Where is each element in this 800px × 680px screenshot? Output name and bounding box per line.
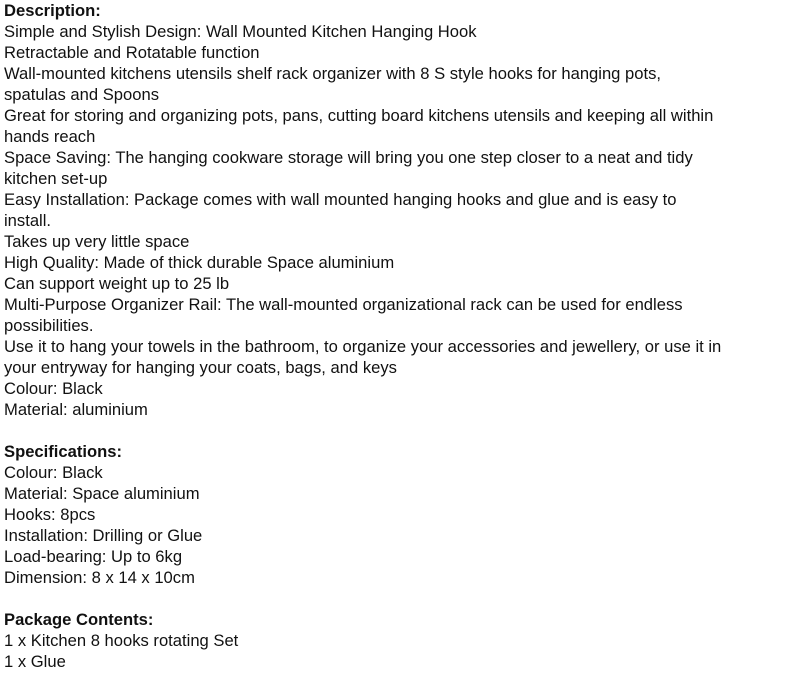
specification-line: Material: Space aluminium (4, 484, 200, 503)
description-line: Easy Installation: Package comes with wall mounted hanging hooks and glue and is easy to (4, 190, 677, 209)
description-line: Can support weight up to 25 lb (4, 274, 230, 293)
description-section (4, 0, 800, 420)
description-line: possibilities. (4, 316, 94, 335)
package-contents-line: 1 x Kitchen 8 hooks rotating Set (4, 631, 239, 650)
description-line: Colour: Black (4, 379, 103, 398)
description-line: spatulas and Spoons (4, 85, 159, 104)
description-line: kitchen set-up (4, 169, 108, 188)
description-line: Use it to hang your towels in the bathroom, to organize your accessories and jewellery, or use it in (4, 337, 722, 356)
description-line: Great for storing and organizing pots, pans, cutting board kitchens utensils and keeping all within (4, 106, 714, 125)
description-line: Simple and Stylish Design: Wall Mounted Kitchen Hanging Hook (4, 22, 477, 41)
description-line: High Quality: Made of thick durable Space aluminium (4, 253, 395, 272)
package-contents-line: 1 x Glue (4, 652, 66, 671)
package-contents-heading: Package Contents: (4, 610, 154, 629)
description-line: hands reach (4, 127, 96, 146)
description-line: Retractable and Rotatable function (4, 43, 260, 62)
specification-line: Load-bearing: Up to 6kg (4, 547, 183, 566)
specifications-heading: Specifications: (4, 442, 123, 461)
section-spacer (4, 588, 800, 609)
specifications-section (4, 441, 800, 588)
specification-line: Installation: Drilling or Glue (4, 526, 203, 545)
description-line: Space Saving: The hanging cookware storage will bring you one step closer to a neat and tidy (4, 148, 693, 167)
specification-line: Dimension: 8 x 14 x 10cm (4, 568, 195, 587)
description-line: install. (4, 211, 52, 230)
description-line: Material: aluminium (4, 400, 148, 419)
description-heading: Description: (4, 1, 101, 20)
description-line: Wall-mounted kitchens utensils shelf rack organizer with 8 S style hooks for hanging pots, (4, 64, 662, 83)
description-line: Takes up very little space (4, 232, 190, 251)
specification-line: Colour: Black (4, 463, 103, 482)
package-contents-section (4, 609, 800, 672)
section-spacer (4, 420, 800, 441)
description-line: your entryway for hanging your coats, bags, and keys (4, 358, 397, 377)
product-document (4, 0, 800, 672)
specification-line: Hooks: 8pcs (4, 505, 96, 524)
description-line: Multi-Purpose Organizer Rail: The wall-mounted organizational rack can be used for endless (4, 295, 683, 314)
